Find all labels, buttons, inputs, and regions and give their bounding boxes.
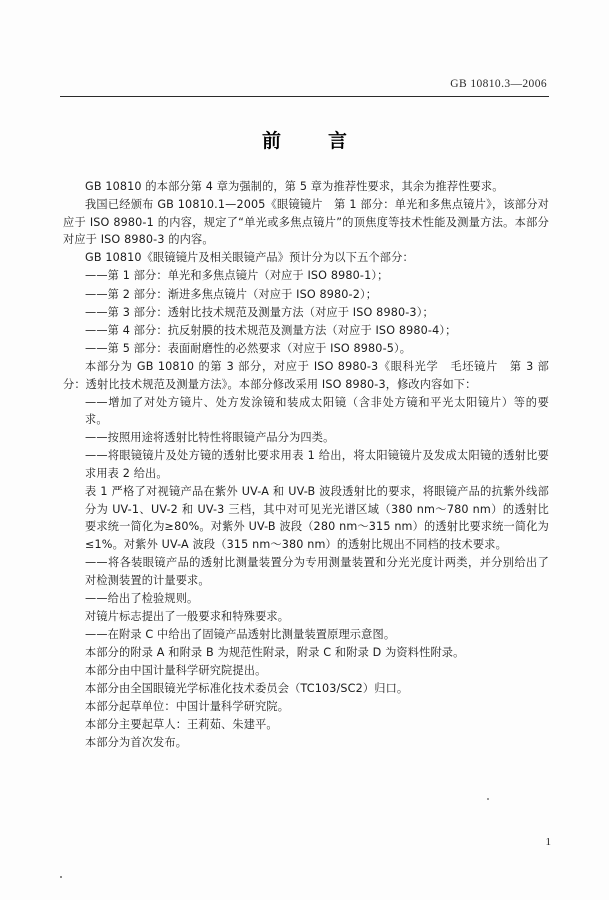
list-item: ——第 3 部分：透射比技术规范及测量方法（对应于 ISO 8980-3）； (85, 305, 434, 319)
list-item: ——给出了检验规则。 (85, 591, 199, 605)
list-item: ——第 5 部分：表面耐磨性的必然要求（对应于 ISO 8980-5）。 (85, 341, 412, 355)
paragraph: 本部分为首次发布。 (85, 736, 188, 750)
list-item: ——在附录 C 中给出了固镜产品透射比测量装置原理示意图。 (85, 627, 396, 641)
list-item: ——第 2 部分：渐进多焦点镜片（对应于 ISO 8980-2）； (85, 287, 378, 301)
paragraph: 本部分由全国眼镜光学标准化技术委员会（TC103/SC2）归口。 (85, 682, 409, 696)
foreword-body (63, 178, 549, 753)
list-item: ——按照用途将透射比特性将眼镜产品分为四类。 (85, 431, 335, 445)
list-item: ——增加了对处方镜片、处方发涂镜和装成太阳镜（含非处方镜和平光太阳镜片）等的要求。 (85, 395, 549, 427)
list-item: ——第 1 部分：单光和多焦点镜片（对应于 ISO 8980-1）； (85, 269, 389, 283)
paragraph: 本部分由中国计量科学研究院提出。 (85, 664, 267, 678)
scan-artifact-dot (487, 798, 489, 800)
paragraph: 本部分起草单位：中国计量科学研究院。 (85, 700, 290, 714)
page-title: 前 言 (261, 130, 361, 152)
list-item: ——第 4 部分：抗反射膜的技术规范及测量方法（对应于 ISO 8980-4）； (85, 323, 457, 337)
paragraph: GB 10810《眼镜镜片及相关眼镜产品》预计分为以下五个部分： (85, 251, 414, 265)
paragraph: 我国已经颁布 GB 10810.1—2005《眼镜镜片 第 1 部分：单光和多焦点镜片》，该部分对应于 ISO 8980-1 的内容，规定了“单光或多焦点镜片”的顶焦度等技术性能及测量方法。本部分对应于 ISO 8980-3 的内容。 (63, 198, 549, 247)
scan-artifact-dot (60, 876, 62, 878)
header-rule (60, 96, 549, 97)
paragraph: 本部分为 GB 10810 的第 3 部分，对应于 ISO 8980-3《眼科光学 毛坯镜片 第 3 部分：透射比技术规范及测量方法》。本部分修改采用 ISO 8980-3，修改内容如下： (63, 359, 549, 391)
page-number: 1 (545, 836, 551, 848)
list-item: ——将各装眼镜产品的透射比测量装置分为专用测量装置和分光光度计两类，并分别给出了对检测装置的计量要求。 (85, 555, 549, 587)
paragraph: GB 10810 的本部分第 4 章为强制的，第 5 章为推荐性要求，其余为推荐性要求。 (85, 180, 504, 193)
paragraph: 对镜片标志提出了一般要求和特殊要求。 (85, 609, 290, 623)
list-item: ——将眼镜镜片及处方镜的透射比要求用表 1 给出，将太阳镜镜片及发成太阳镜的透射比要求用表 2 给出。 (85, 449, 549, 480)
paragraph: 本部分主要起草人：王莉茹、朱建平。 (85, 718, 278, 732)
standard-code: GB 10810.3—2006 (450, 78, 547, 90)
paragraph: 本部分的附录 A 和附录 B 为规范性附录，附录 C 和附录 D 为资料性附录。 (85, 645, 465, 659)
paragraph: 表 1 严格了对视镜产品在紫外 UV-A 和 UV-B 波段透射比的要求，将眼镜产品的抗紫外线部分为 UV-1、UV-2 和 UV-3 三档，其中对可见光光谱区域（380 nm～780 nm）的透射比要求统一简化为≥80%。对紫外 UV-B 波段（280 nm～315 nm）的透射比要求统一简化为≤1%。对紫外 UV-A 波段（315 nm～380 nm）的透射比规出不同档的技术要求。 (85, 485, 549, 551)
